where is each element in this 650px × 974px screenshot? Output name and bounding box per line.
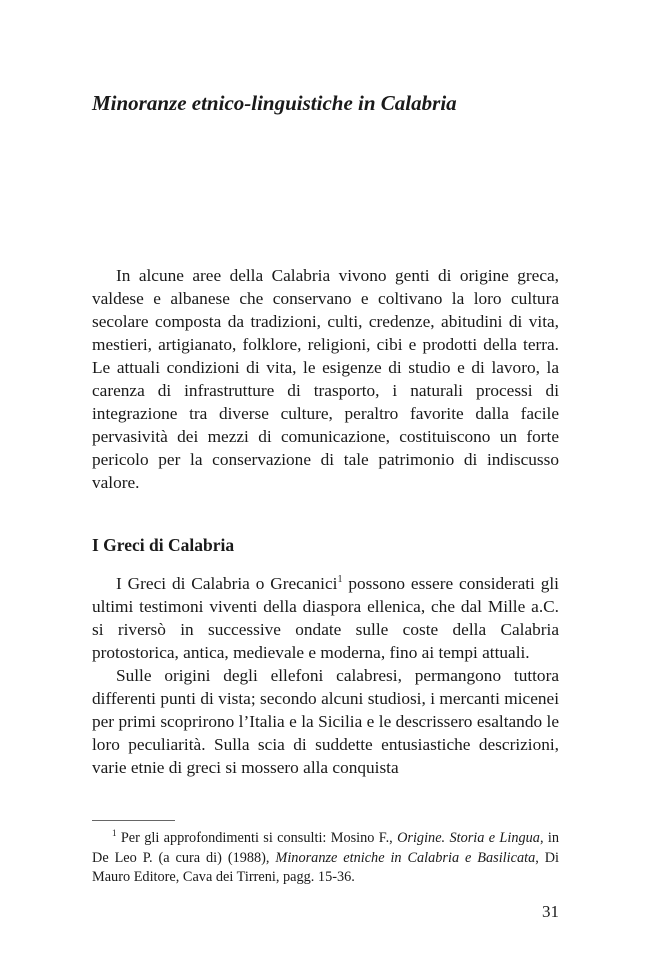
paragraph-1-start: I Greci di Calabria o Grecanici: [116, 574, 338, 593]
footnote-title-2: Minoranze etniche in Calabria e Basilicata: [275, 849, 536, 866]
paragraph-1-rest: possono essere considerati gli ultimi testimoni viventi della diaspora ellenica, che dal Mille a.C. si riversò in successive ondate sulle coste della Calabria protostorica, antica, medievale e moderna, fino ai tempi attuali.: [92, 574, 559, 662]
footnote-divider: [92, 820, 175, 821]
footnote-text-3: , Di Mauro Editore, Cava dei Tirreni, pagg. 15-36.: [92, 849, 560, 885]
footnote-title-1a: Origine: [397, 830, 442, 846]
footnote-reference: 1: [337, 574, 343, 586]
intro-text-block: [92, 264, 559, 494]
footnote: [92, 829, 559, 888]
section-paragraph-2: Sulle origini degli ellefoni calabresi, permangono tuttora differenti punti di vista; secondo alcuni studiosi, i mercanti micenei per primi scoprirono l’Italia e la Sicilia e le descrissero esaltando le loro peculiarità. Sulla scia di suddette entusiastiche descrizioni, varie etnie di greci si mossero alla conquista: [92, 666, 559, 777]
section-heading: I Greci di Calabria: [92, 535, 235, 555]
section-paragraph-1: [92, 572, 559, 664]
footnote-text-1: Per gli approfondimenti si consulti: Mosino F.,: [116, 830, 398, 846]
page-number: 31: [542, 902, 559, 921]
intro-paragraph: In alcune aree della Calabria vivono genti di origine greca, valdese e albanese che conservano e coltivano la loro cultura secolare composta da tradizioni, culti, credenze, abitudini di vita, mestieri, artigianato, folklore, religioni, cibi e prodotti della terra. Le attuali condizioni di vita, le esigenze di studio e di lavoro, la carenza di infrastrutture di trasporto, i naturali processi di integrazione tra diverse culture, peraltro favorite dalla facile pervasività dei mezzi di comunicazione, costituiscono un forte pericolo per la conservazione di tale patrimonio di indiscusso valore.: [92, 266, 559, 492]
section-text-block: [92, 572, 559, 779]
footnote-number: 1: [112, 828, 117, 839]
footnote-title-1b: . Storia e Lingua: [441, 830, 540, 846]
chapter-title: Minoranze etnico-linguistiche in Calabria: [92, 91, 457, 115]
footnote-text-2: , in De Leo P. (a cura di) (1988),: [92, 830, 559, 866]
